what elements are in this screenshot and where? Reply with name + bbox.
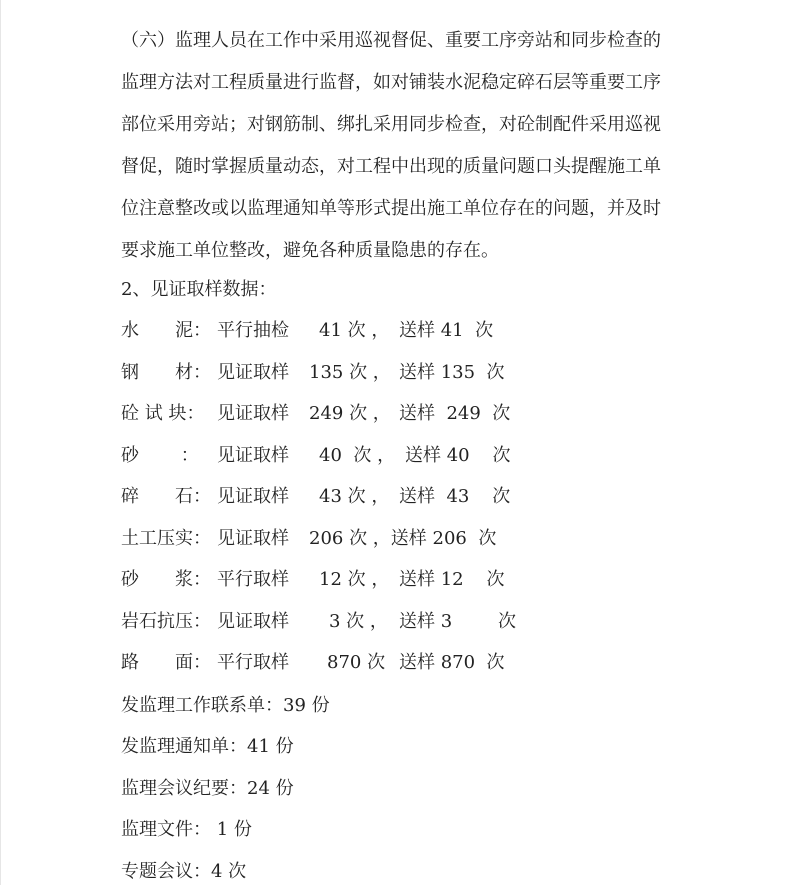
material-name: 砼 试 块：	[121, 403, 205, 424]
sampling-count: 40 次 ，	[319, 445, 396, 466]
paragraph-line: 要求施工单位整改，避免各种质量隐患的存在。	[121, 240, 499, 261]
sampling-count: 3 次 ，	[329, 611, 388, 632]
material-name: 碎 石：	[121, 486, 211, 507]
sampling-method: 见证取样	[217, 486, 289, 507]
paragraph-line: （六）监理人员在工作中采用巡视督促、重要工序旁站和同步检查的	[121, 30, 661, 51]
material-name: 土工压实：	[121, 528, 211, 549]
sampling-method: 见证取样	[217, 445, 289, 466]
sampling-method: 平行抽检	[217, 320, 289, 341]
sent-count: 送样 249 次	[399, 403, 511, 424]
sent-count: 送样 870 次	[399, 652, 505, 673]
summary-meeting-minutes: 监理会议纪要：24 份	[121, 778, 294, 799]
section-heading: 2、见证取样数据：	[121, 279, 277, 300]
sampling-method: 见证取样	[217, 528, 289, 549]
paragraph-line: 监理方法对工程质量进行监督，如对铺装水泥稳定碎石层等重要工序	[121, 72, 661, 93]
sent-count: 送样 135 次	[399, 362, 505, 383]
sampling-method: 见证取样	[217, 362, 289, 383]
sampling-count: 43 次 ，	[319, 486, 390, 507]
sampling-count: 12 次 ，	[319, 569, 390, 590]
sent-count: 送样 3 次	[399, 611, 516, 632]
quality-supervision-paragraph	[121, 20, 681, 272]
sampling-count: 135 次 ，	[309, 362, 391, 383]
summary-notices: 发监理通知单：41 份	[121, 736, 294, 757]
paragraph-line: 部位采用旁站；对钢筋制、绑扎采用同步检查，对砼制配件采用巡视	[121, 114, 661, 135]
material-name: 水 泥：	[121, 320, 211, 341]
sent-count: 送样 41 次	[399, 320, 494, 341]
sampling-count: 870 次	[327, 652, 386, 673]
paragraph-line: 督促，随时掌握质量动态，对工程中出现的质量问题口头提醒施工单	[121, 156, 661, 177]
sampling-count: 206 次 ，送样 206 次	[309, 528, 497, 549]
sampling-count: 41 次 ，	[319, 320, 390, 341]
sampling-method: 见证取样	[217, 403, 289, 424]
material-name: 砂 ：	[121, 445, 199, 466]
material-name: 岩石抗压：	[121, 611, 211, 632]
material-name: 砂 浆：	[121, 569, 211, 590]
material-name: 路 面：	[121, 652, 211, 673]
paragraph-line: 位注意整改或以监理通知单等形式提出施工单位存在的问题，并及时	[121, 198, 661, 219]
sampling-count: 249 次 ，	[309, 403, 391, 424]
sampling-method: 见证取样	[217, 611, 289, 632]
sent-count: 送样 12 次	[399, 569, 505, 590]
sent-count: 送样 43 次	[399, 486, 511, 507]
sampling-method: 平行取样	[217, 569, 289, 590]
sent-count: 送样 40 次	[405, 445, 511, 466]
summary-documents: 监理文件： 1 份	[121, 819, 252, 840]
summary-special-meetings: 专题会议：4 次	[121, 861, 247, 882]
sampling-method: 平行取样	[217, 652, 289, 673]
summary-contact-forms: 发监理工作联系单：39 份	[121, 695, 330, 716]
material-name: 钢 材：	[121, 362, 211, 383]
